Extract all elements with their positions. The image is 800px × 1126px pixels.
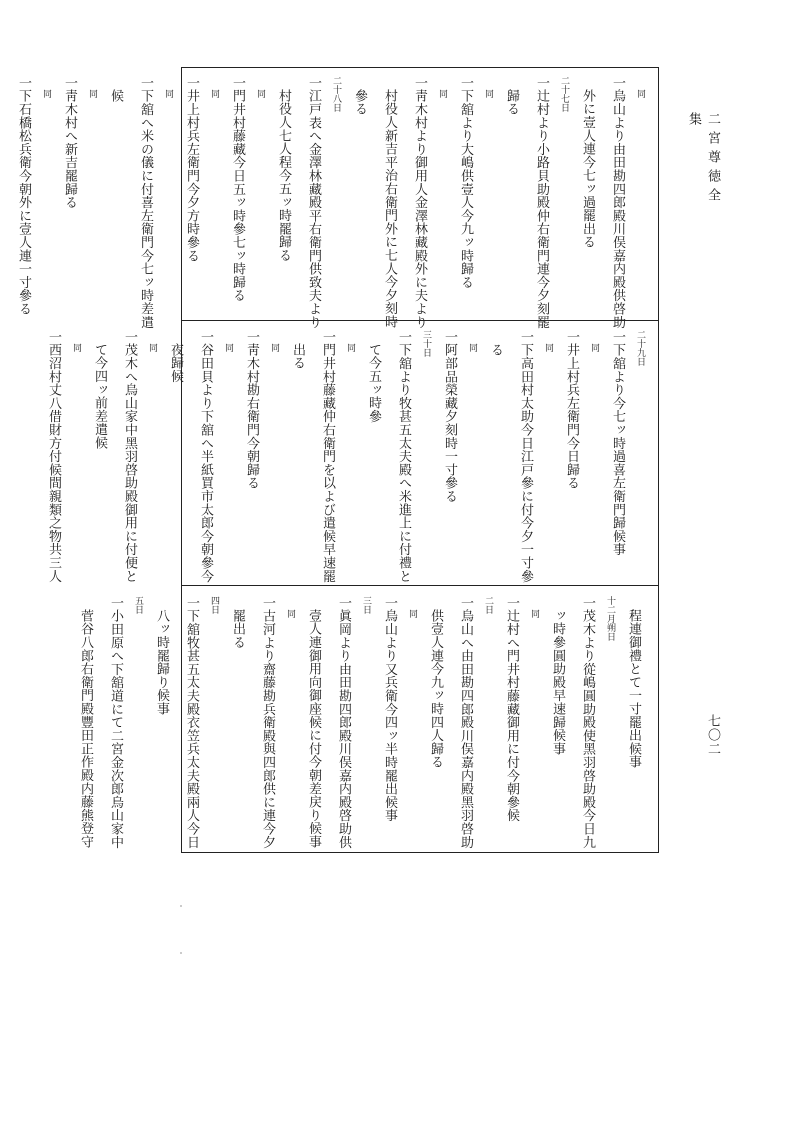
diary-panel-middle [46, 322, 658, 586]
diary-line: 一西沼村丈八借財方付候間親類之物共三人 [46, 330, 61, 583]
diary-line: 一辻村より小路貝助殿仲右衛門連今夕刻罷 [534, 76, 549, 329]
date-heading: 同 [87, 89, 97, 98]
diary-line: 一靑木村へ新吉罷歸る [62, 76, 77, 209]
date-heading: 同 [437, 89, 447, 98]
date-heading: 同 [209, 89, 219, 98]
date-heading: 同 [223, 343, 233, 352]
diary-line: 壹人連御用向御座候に付今朝差戻り候事 [306, 609, 321, 849]
date-heading: 同 [269, 343, 279, 352]
page-number: 七〇二 [705, 714, 720, 756]
date-heading: 同 [147, 343, 157, 352]
panel-divider [181, 585, 659, 586]
date-heading: 同 [255, 89, 265, 98]
date-heading: 同 [345, 343, 355, 352]
diary-line: ッ時參圓助殿早速歸候事 [550, 609, 565, 756]
diary-line: 一眞岡より由田勘四郎殿川俣嘉内殿啓助供 [336, 596, 351, 849]
diary-line: て今五ッ時參 [366, 343, 381, 423]
scan-mark [180, 952, 182, 954]
date-heading: 同 [483, 89, 493, 98]
diary-line: 一阿部品榮藏夕刻時一寸參る [442, 330, 457, 503]
diary-line: 一下舘より牧甚五太夫殿へ米進上に付禮と [396, 330, 411, 583]
date-heading: 同 [467, 343, 477, 352]
diary-line: 八ッ時罷歸り候事 [154, 609, 169, 716]
date-heading: 三十日 [421, 330, 431, 357]
diary-line: 一茂木へ烏山家中黑羽啓助殿御用に付便と [122, 330, 137, 583]
diary-panel-top [16, 68, 658, 329]
scan-mark [180, 905, 182, 907]
panel-divider [181, 320, 659, 321]
diary-line: 出る [290, 343, 305, 370]
diary-line: 菅谷八郎右衛門殿豐田正作殿内藤熊登守 [78, 609, 93, 849]
date-heading: 同 [635, 89, 645, 98]
diary-line: 一下舘へ米の儀に付喜左衛門今七ッ時差遣 [138, 76, 153, 329]
diary-line: 村役人新吉平治右衛門外に七人今夕刻時 [382, 89, 397, 329]
diary-line: る [488, 343, 503, 357]
diary-line: 一靑木村勘右衛門今朝歸る [244, 330, 259, 490]
date-heading: 同 [589, 343, 599, 352]
date-heading: 同 [407, 609, 417, 618]
book-title: 二宮尊徳全集 [686, 112, 720, 207]
diary-line: 參る [352, 89, 367, 116]
date-heading: 二日 [483, 596, 493, 614]
diary-line: 村役人七人程今五ッ時罷歸る [276, 89, 291, 262]
date-heading: 三日 [361, 596, 371, 614]
diary-line: て今四ッ前差遣候 [92, 343, 107, 450]
diary-line: 一烏山より由田勘四郎殿川俣嘉内殿供啓助 [610, 76, 625, 329]
date-heading: 同 [529, 609, 539, 618]
diary-panel-bottom [78, 588, 658, 852]
diary-line: 夜歸候 [168, 343, 183, 383]
diary-line: 外に壹人連今七ッ過罷出る [580, 89, 595, 249]
diary-line: 一下舘牧甚五太夫殿衣笠兵太夫殿兩人今日 [184, 596, 199, 849]
diary-line: 一門井村藤藏今日五ッ時參七ッ時歸る [230, 76, 245, 303]
diary-line: 一辻村へ門井村藤藏御用に付今朝參候 [504, 596, 519, 823]
date-heading: 同 [41, 89, 51, 98]
date-heading: 二十八日 [331, 76, 341, 112]
date-heading: 同 [163, 89, 173, 98]
diary-line: 一井上村兵左衛門今夕方時參る [184, 76, 199, 263]
date-heading: 四日 [209, 596, 219, 614]
diary-line: 一門井村藤藏仲右衛門を以よび遣候早速罷 [320, 330, 335, 583]
diary-line: 歸る [504, 89, 519, 116]
diary-line: 一谷田貝より下舘へ半紙買市太郎今朝參今 [198, 330, 213, 583]
diary-line: 一下石橋松兵衛今朝外に壹人連一寸參る [16, 76, 31, 316]
diary-line: 一靑木村より御用人金澤林藏殿外に夫より [412, 76, 427, 329]
diary-line: 一小田原へ下舘道にて二宮金次郎烏山家中 [108, 596, 123, 849]
diary-line: 一江戸表へ金澤林藏殿平右衛門供致夫より [306, 76, 321, 329]
date-heading: 同 [285, 609, 295, 618]
diary-line: 一茂木より從嶋圓助殿使黑羽啓助殿今日九 [580, 596, 595, 849]
date-heading: 同 [543, 343, 553, 352]
diary-line: 一下舘より大嶋供壹人今九ッ時歸る [458, 76, 473, 289]
text-frame [16, 67, 659, 853]
date-heading: 十二月朔日 [605, 596, 615, 641]
diary-line: 一烏山へ由田勘四郎殿川俣嘉内殿黑羽啓助 [458, 596, 473, 849]
date-heading: 五日 [133, 596, 143, 614]
diary-line: 一下高田村太助今日江戸參に付今夕一寸參 [518, 330, 533, 583]
diary-line: 一下舘より今七ッ時過喜左衛門歸候事 [610, 330, 625, 557]
diary-line: 供壹人連今九ッ時四人歸る [428, 609, 443, 769]
date-heading: 同 [71, 343, 81, 352]
diary-line: 程連御禮とて一寸罷出候事 [626, 609, 641, 769]
diary-line: 一烏山より又兵衛今四ッ半時罷出候事 [382, 596, 397, 823]
date-heading: 二十七日 [559, 76, 569, 112]
diary-line: 一井上村兵左衛門今日歸る [564, 330, 579, 490]
date-heading: 二十九日 [635, 330, 645, 366]
diary-line: 一古河より齋藤勘兵衛殿與四郎供に連今夕 [260, 596, 275, 849]
diary-line: 罷出る [230, 609, 245, 649]
diary-line: 候 [108, 89, 123, 103]
